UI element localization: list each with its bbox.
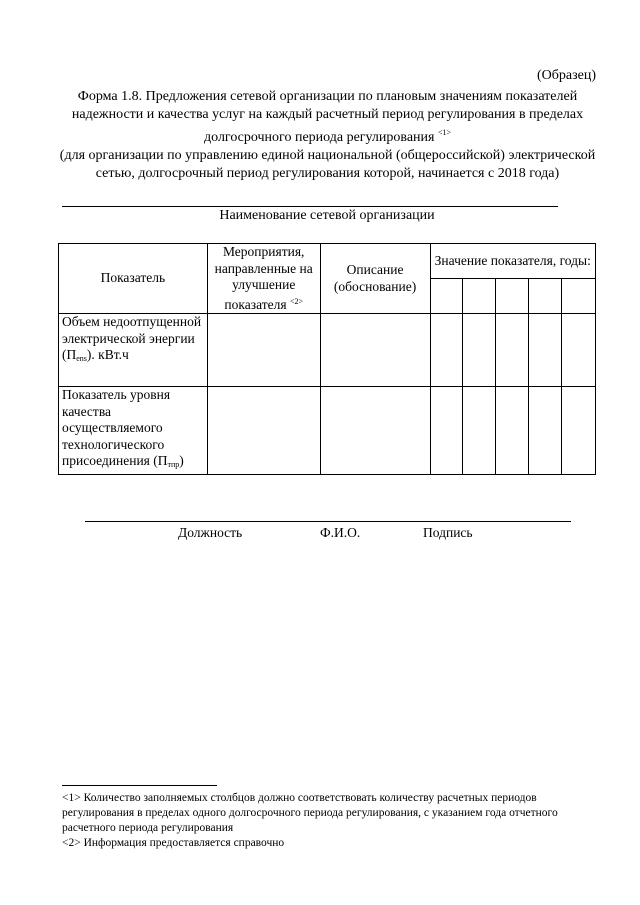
value-cell[interactable]	[430, 387, 463, 475]
indicator-subscript: тпр	[167, 460, 180, 469]
year-cell[interactable]	[562, 279, 596, 314]
form-subtitle: (для организации по управлению единой национальной (общероссийской) электрической сетью, долгосрочный период регулирования которой, начинается с 2018 года)	[59, 148, 596, 181]
value-cell[interactable]	[430, 314, 463, 387]
value-cell[interactable]	[529, 387, 562, 475]
value-cell[interactable]	[562, 387, 596, 475]
sample-label: (Образец)	[536, 68, 596, 83]
indicator-tail: ). кВт.ч	[86, 347, 129, 362]
indicator-cell	[59, 314, 208, 387]
value-cell[interactable]	[529, 314, 562, 387]
indicator-text: Показатель уровня качества осуществляемого технологического присоединения (П	[62, 387, 171, 468]
value-cell[interactable]	[463, 314, 496, 387]
table-row	[59, 387, 596, 475]
footnote-1: <1> Количество заполняемых столбцов должно соответствовать количеству расчетных периодов регулирования в пределах одного долгосрочного периода регулирования, с указанием года отчетного расчетного периода регулирования	[62, 792, 558, 834]
year-cell[interactable]	[430, 279, 463, 314]
value-cell[interactable]	[562, 314, 596, 387]
header-description: Описание (обоснование)	[320, 244, 430, 314]
value-cell[interactable]	[463, 387, 496, 475]
header-values: Значение показателя, годы:	[430, 244, 596, 279]
indicator-subscript: ens	[76, 354, 87, 363]
table-row	[59, 314, 596, 387]
header-measures-text: Мероприятия, направленные на улучшение показателя	[214, 244, 313, 312]
year-cell[interactable]	[529, 279, 562, 314]
year-cell[interactable]	[463, 279, 496, 314]
form-title: Форма 1.8. Предложения сетевой организации по плановым значениям показателей надежности и качества услуг на каждый расчетный период регулирования в пределах долгосрочного периода регулирования	[71, 89, 584, 145]
measures-cell[interactable]	[207, 387, 320, 475]
footnote-ref-1: <1>	[437, 128, 451, 137]
footnotes	[62, 791, 582, 851]
header-indicator: Показатель	[59, 244, 208, 314]
org-name-line	[62, 206, 558, 207]
measures-cell[interactable]	[207, 314, 320, 387]
footnote-2: <2> Информация предоставляется справочно	[62, 837, 285, 849]
description-cell[interactable]	[320, 387, 430, 475]
signature-line	[85, 521, 571, 522]
indicator-text: Объем недоотпущенной электрической энергии (П	[62, 314, 202, 362]
indicators-table	[58, 243, 596, 475]
year-cell[interactable]	[496, 279, 529, 314]
indicator-cell	[59, 387, 208, 475]
value-cell[interactable]	[496, 314, 529, 387]
footnote-ref-2: <2>	[289, 296, 303, 306]
value-cell[interactable]	[496, 387, 529, 475]
header-measures	[207, 244, 320, 314]
org-name-label: Наименование сетевой организации	[219, 208, 435, 223]
description-cell[interactable]	[320, 314, 430, 387]
signature-sign-label: Подпись	[423, 525, 473, 540]
signature-position-label: Должность	[178, 525, 243, 540]
signature-name-label: Ф.И.О.	[320, 525, 361, 540]
form-heading	[55, 88, 600, 183]
indicator-tail: )	[179, 453, 184, 468]
footnote-separator	[62, 785, 217, 786]
